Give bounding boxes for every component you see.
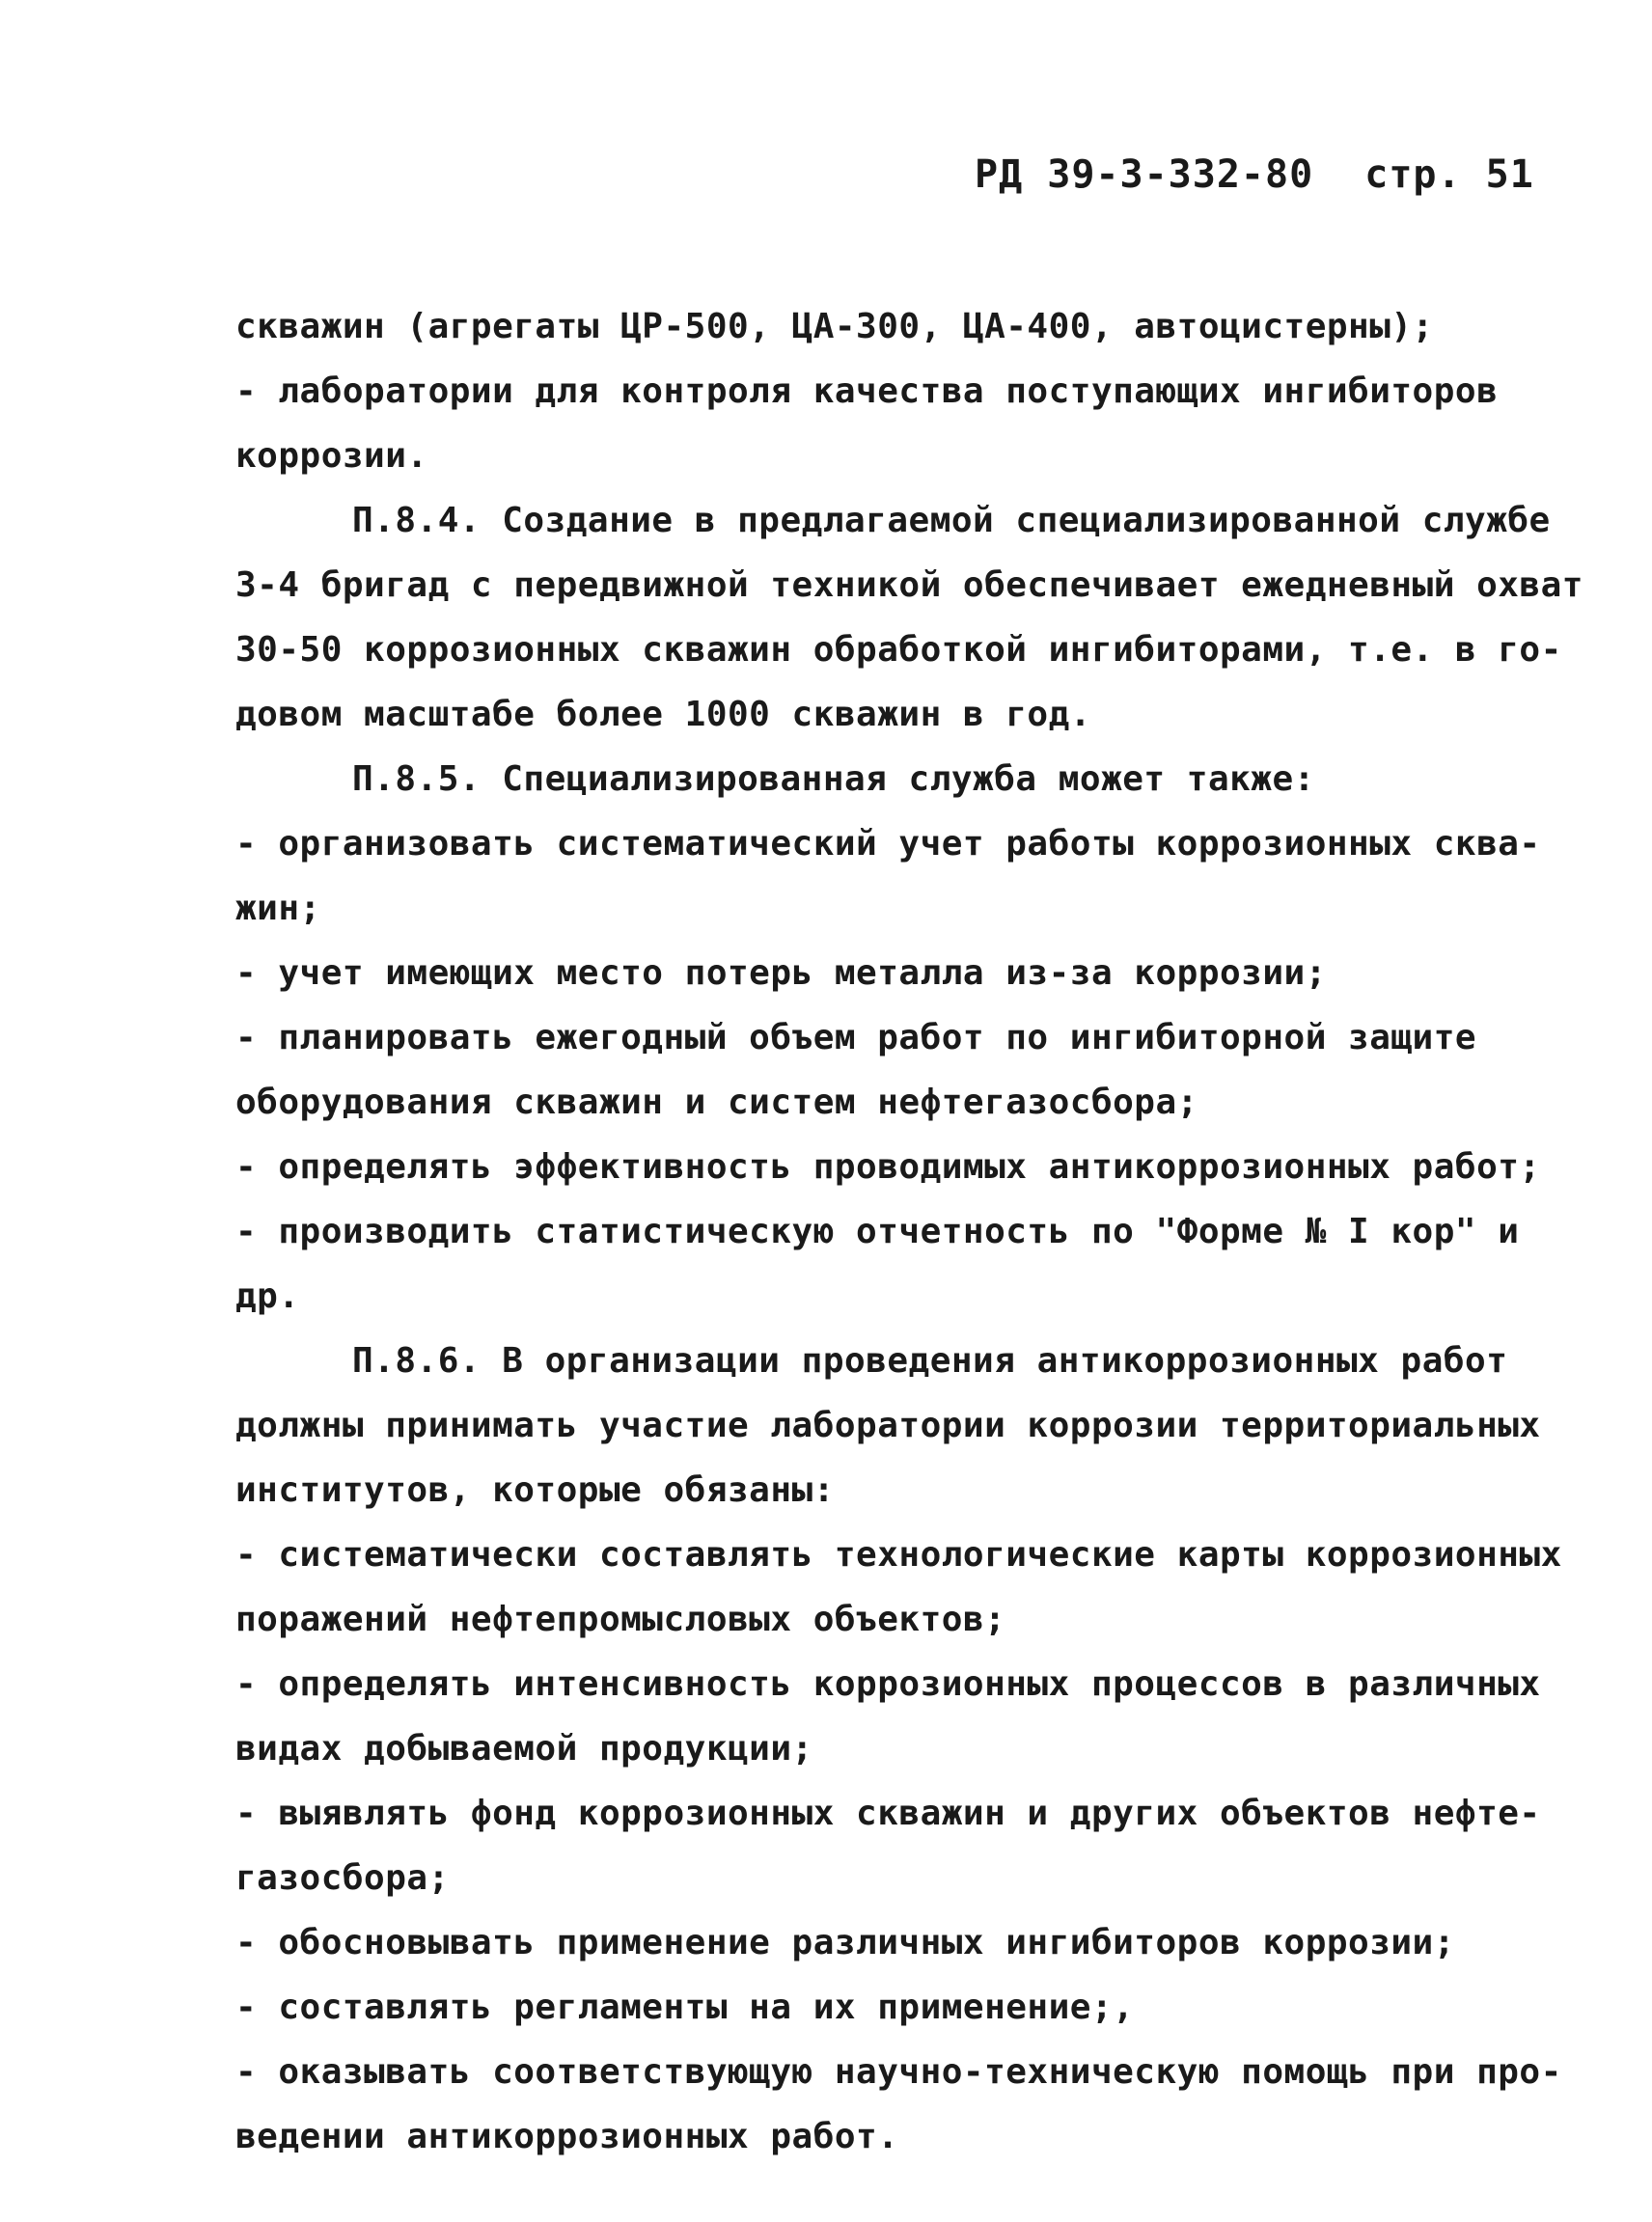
list-item: - определять эффективность проводимых антикоррозионных работ; xyxy=(235,1147,1541,1187)
text-line: довом масштабе более 1000 скважин в год. xyxy=(235,695,1091,734)
list-item: - обосновывать применение различных ингибиторов коррозии; xyxy=(235,1923,1455,1962)
list-item: - составлять регламенты на их применение;, xyxy=(235,1988,1135,2027)
page-header xyxy=(975,152,1534,197)
text-line: оборудования скважин и систем нефтегазосбора; xyxy=(235,1083,1198,1122)
list-item: - оказывать соответствующую научно-техническую помощь при про- xyxy=(235,2052,1562,2092)
text-line: видах добываемой продукции; xyxy=(235,1729,813,1769)
list-item: - производить статистическую отчетность по "Форме № I кор" и xyxy=(235,1212,1520,1251)
list-item: - выявлять фонд коррозионных скважин и других объектов нефте- xyxy=(235,1794,1541,1833)
document-code: РД 39-3-332-80 xyxy=(975,152,1314,197)
text-line: поражений нефтепромысловых объектов; xyxy=(235,1600,1006,1639)
list-item: - систематически составлять технологические карты коррозионных xyxy=(235,1535,1562,1575)
text-line: скважин (агрегаты ЦР-500, ЦА-300, ЦА-400, автоцистерны); xyxy=(235,307,1434,346)
text-line: газосбора; xyxy=(235,1858,450,1898)
text-line: институтов, которые обязаны: xyxy=(235,1470,835,1510)
text-line: 30-50 коррозионных скважин обработкой ингибиторами, т.е. в го- xyxy=(235,630,1562,670)
list-item: - учет имеющих место потерь металла из-за коррозии; xyxy=(235,953,1327,993)
text-line: ведении антикоррозионных работ. xyxy=(235,2117,899,2156)
paragraph-start: П.8.6. В организации проведения антикоррозионных работ xyxy=(352,1341,1508,1381)
paragraph-start: П.8.5. Специализированная служба может также: xyxy=(352,759,1315,799)
text-line: коррозии. xyxy=(235,436,428,476)
text-line: жин; xyxy=(235,889,321,928)
list-item: - планировать ежегодный объем работ по ингибиторной защите xyxy=(235,1018,1477,1057)
text-line: др. xyxy=(235,1276,300,1316)
text-line: должны принимать участие лаборатории коррозии территориальных xyxy=(235,1406,1541,1445)
text-line: 3-4 бригад с передвижной техникой обеспечивает ежедневный охват xyxy=(235,565,1583,605)
paragraph-start: П.8.4. Создание в предлагаемой специализированной службе xyxy=(352,501,1551,540)
list-item: - определять интенсивность коррозионных процессов в различных xyxy=(235,1664,1541,1704)
list-item: - организовать систематический учет работы коррозионных сква- xyxy=(235,824,1541,864)
text-line: - лаборатории для контроля качества поступающих ингибиторов xyxy=(235,371,1499,411)
page-number: стр. 51 xyxy=(1364,152,1534,197)
